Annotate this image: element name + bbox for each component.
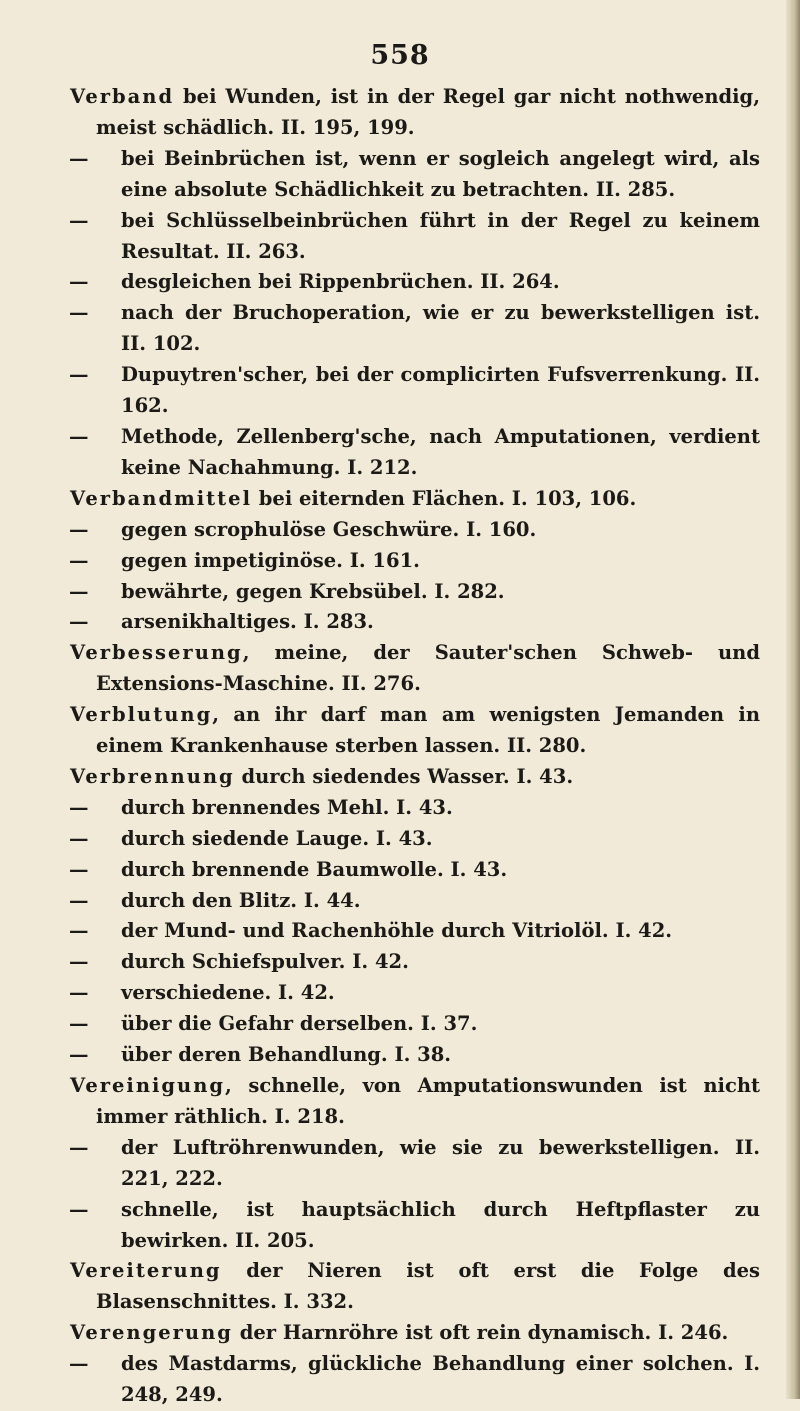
entry-text: arsenikhaltiges. I. 283. [121, 610, 374, 634]
subentry-dash: — [69, 579, 89, 603]
entry-keyword: Vereinigung [70, 1074, 226, 1097]
index-entry [70, 700, 760, 762]
entry-keyword: Verengerung [70, 1321, 233, 1345]
entry-text: durch Schiefspulver. I. 42. [121, 950, 409, 974]
entry-keyword: Verblutung [70, 703, 213, 727]
entry-text: gegen impetiginöse. I. 161. [121, 548, 420, 572]
entry-text: durch brennende Baumwolle. I. 43. [121, 857, 508, 881]
entry-text: desgleichen bei Rippenbrüchen. II. 264. [121, 270, 560, 294]
entry-text: Methode, Zellenberg'sche, nach Amputationen, verdient keine Nachahmung. I. 212. [121, 424, 760, 479]
index-subentry [70, 978, 760, 1009]
index-subentry [70, 298, 760, 360]
subentry-dash: — [69, 795, 89, 819]
entry-text: der Mund- und Rachenhöhle durch Vitriolöl. I. 42. [121, 919, 673, 943]
entry-text: Dupuytren'scher, bei der complicirten Fufsverrenkung. II. 162. [121, 363, 760, 418]
entry-text: durch siedende Lauge. I. 43. [121, 826, 433, 850]
subentry-dash: — [69, 208, 89, 232]
index-subentry [70, 546, 760, 577]
index-subentry [70, 267, 760, 298]
entry-text: , meine, der Sauter'schen Schweb- und Extensions-Maschine. II. 276. [96, 641, 760, 696]
entry-text: der Harnröhre ist oft rein dynamisch. I. 246. [232, 1321, 729, 1345]
entry-text: gegen scrophulöse Geschwüre. I. 160. [121, 517, 537, 541]
entry-text: durch siedendes Wasser. I. 43. [234, 764, 574, 788]
subentry-dash: — [69, 826, 89, 850]
entry-text: , schnelle, von Amputationswunden ist nicht immer räthlich. I. 218. [96, 1074, 760, 1128]
subentry-dash: — [69, 919, 89, 943]
subentry-dash: — [69, 1012, 89, 1036]
index-subentry [70, 577, 760, 608]
subentry-dash: — [69, 146, 89, 170]
index-subentry [70, 360, 760, 422]
entry-text: , an ihr darf man am wenigsten Jemanden in einem Krankenhause sterben lassen. II. 280. [96, 703, 760, 758]
index-subentry [70, 1040, 760, 1071]
entry-keyword: Vereiterung [70, 1259, 222, 1283]
entry-text: bei Schlüsselbeinbrüchen führt in der Regel zu keinem Resultat. II. 263. [121, 208, 760, 263]
subentry-dash: — [69, 517, 89, 541]
index-subentry [70, 793, 760, 824]
index-subentry [70, 607, 760, 638]
index-subentry [70, 824, 760, 855]
index-subentry [70, 1349, 760, 1411]
subentry-dash: — [69, 950, 89, 974]
index-entry [70, 762, 760, 793]
entry-text: durch brennendes Mehl. I. 43. [121, 795, 453, 819]
entry-text: schnelle, ist hauptsächlich durch Heftpflaster zu bewirken. II. 205. [121, 1197, 760, 1252]
entry-text: über die Gefahr derselben. I. 37. [121, 1012, 478, 1036]
entry-keyword: Verbesserung [70, 641, 243, 665]
entry-text: der Nieren ist oft erst die Folge des Blasenschnittes. I. 332. [96, 1259, 760, 1314]
subentry-dash: — [69, 363, 89, 387]
page-number: 558 [370, 40, 430, 71]
subentry-dash: — [69, 270, 89, 294]
subentry-dash: — [69, 1197, 89, 1221]
subentry-dash: — [69, 610, 89, 634]
subentry-dash: — [69, 424, 89, 448]
index-subentry [70, 1195, 760, 1257]
subentry-dash: — [69, 857, 89, 881]
entry-text: verschiedene. I. 42. [121, 981, 335, 1005]
subentry-dash: — [69, 1135, 89, 1159]
index-entry [70, 1256, 760, 1318]
index-entry [70, 484, 760, 515]
subentry-dash: — [69, 981, 89, 1005]
entry-keyword: Verbandmittel [70, 486, 252, 510]
index-subentry [70, 422, 760, 484]
entry-text: der Luftröhrenwunden, wie sie zu bewerkstelligen. II. 221, 222. [121, 1135, 760, 1190]
index-subentry [70, 1133, 760, 1195]
entry-keyword: Verbrennung [70, 764, 235, 788]
index-entry [70, 1071, 760, 1133]
subentry-dash: — [69, 888, 89, 912]
entry-text: über deren Behandlung. I. 38. [121, 1043, 452, 1067]
index-entry [70, 1318, 760, 1349]
page-edge [786, 0, 800, 1399]
index-subentry [70, 206, 760, 268]
index-subentry [70, 947, 760, 978]
index-subentry [70, 1009, 760, 1040]
index-subentry [70, 916, 760, 947]
index-entry [70, 82, 760, 144]
entry-text: bei eiternden Flächen. I. 103, 106. [251, 486, 637, 510]
entry-text: bewährte, gegen Krebsübel. I. 282. [121, 579, 505, 603]
index-entries [70, 82, 760, 1411]
entry-text: des Mastdarms, glückliche Behandlung einer solchen. I. 248, 249. [121, 1352, 760, 1407]
entry-text: durch den Blitz. I. 44. [121, 888, 361, 912]
entry-keyword: Verband [70, 85, 175, 108]
subentry-dash: — [69, 301, 89, 325]
subentry-dash: — [69, 1352, 89, 1376]
index-subentry [70, 886, 760, 917]
entry-text: nach der Bruchoperation, wie er zu bewerkstelligen ist. II. 102. [121, 301, 760, 356]
subentry-dash: — [69, 548, 89, 572]
index-entry [70, 638, 760, 700]
entry-text: bei Wunden, ist in der Regel gar nicht nothwendig, meist schädlich. II. 195, 199. [96, 85, 760, 139]
index-subentry [70, 855, 760, 886]
index-subentry [70, 144, 760, 206]
index-subentry [70, 515, 760, 546]
entry-text: bei Beinbrüchen ist, wenn er sogleich angelegt wird, als eine absolute Schädlichkeit zu betrachten. II. 285. [121, 146, 760, 201]
subentry-dash: — [69, 1043, 89, 1067]
